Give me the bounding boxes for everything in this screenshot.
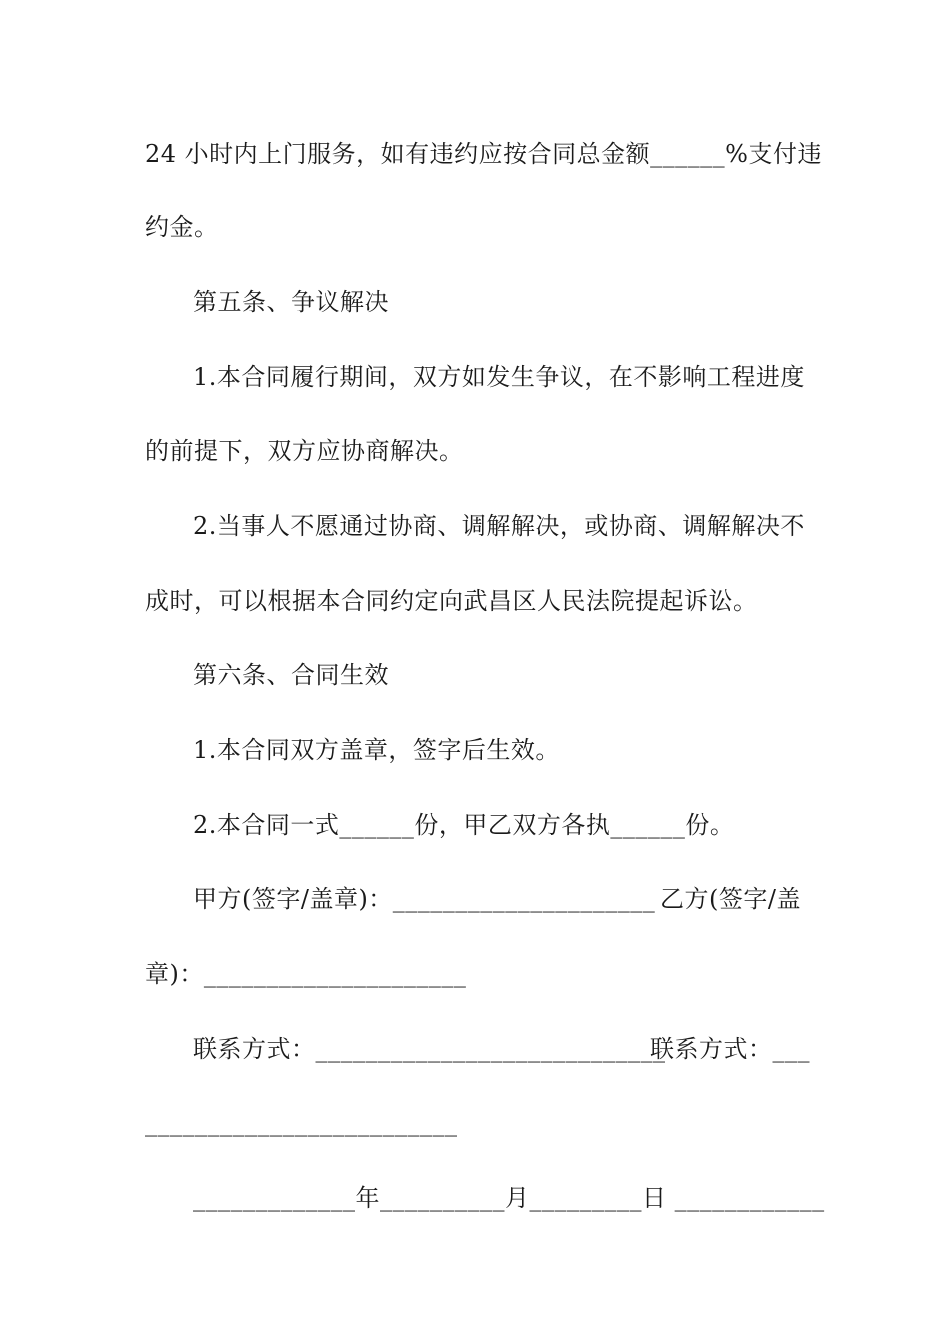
section-heading: 第五条、争议解决 — [193, 288, 389, 316]
text-line: _________________________ — [145, 1109, 458, 1137]
text-line: 2.当事人不愿通过协商、调解解决，或协商、调解解决不 — [193, 512, 805, 540]
text-line: 1.本合同双方盖章，签字后生效。 — [193, 736, 560, 764]
contact-line-party-a: 联系方式：____________________________ — [193, 1035, 666, 1063]
text-line: 1.本合同履行期间，双方如发生争议，在不影响工程进度 — [193, 363, 805, 391]
text-line: 约金。 — [145, 213, 219, 241]
signature-line-party-a: 甲方(签字/盖章)：_____________________ — [193, 885, 656, 913]
section-heading: 第六条、合同生效 — [193, 661, 389, 689]
text-line: 成时，可以根据本合同约定向武昌区人民法院提起诉讼。 — [145, 587, 758, 615]
signature-line-party-b: 乙方(签字/盖 — [660, 885, 801, 913]
text-line: 2.本合同一式______份，甲乙双方各执______份。 — [193, 811, 735, 839]
text-line: 章)：_____________________ — [145, 960, 467, 988]
contact-line-party-b: 联系方式：___ — [650, 1035, 810, 1063]
text-line: 24 小时内上门服务，如有违约应按合同总金额______%支付违 — [145, 140, 822, 168]
text-line: 的前提下，双方应协商解决。 — [145, 437, 464, 465]
date-line: _____________年__________月_________日 ____________ — [193, 1184, 825, 1212]
